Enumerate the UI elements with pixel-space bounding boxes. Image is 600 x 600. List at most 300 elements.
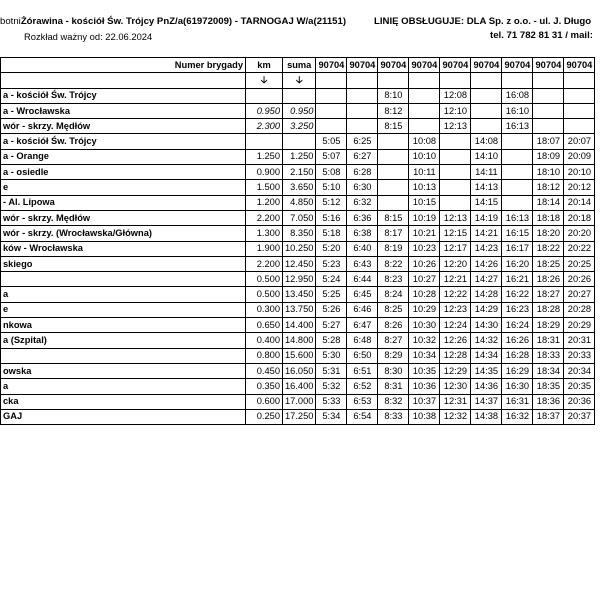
empty-cell [564, 73, 595, 88]
departure-time: 18:35 [533, 379, 564, 394]
departure-time: 20:18 [564, 210, 595, 225]
departure-time: 16:29 [502, 363, 533, 378]
empty-cell [347, 73, 378, 88]
departure-time [502, 165, 533, 180]
departure-time: 10:28 [409, 287, 440, 302]
km-value: 0.500 [246, 272, 283, 287]
departure-time: 8:19 [378, 241, 409, 256]
km-value: 0.300 [246, 302, 283, 317]
departure-time: 8:12 [378, 103, 409, 118]
departure-time: 12:22 [440, 287, 471, 302]
stop-row [1, 363, 595, 378]
departure-time: 16:10 [502, 103, 533, 118]
departure-time: 8:33 [378, 409, 409, 424]
suma-value: 17.250 [283, 409, 316, 424]
departure-time: 12:13 [440, 210, 471, 225]
stop-row [1, 149, 595, 164]
departure-time: 5:20 [316, 241, 347, 256]
departure-time [440, 165, 471, 180]
stop-name: nkowa [1, 318, 246, 333]
departure-time: 14:37 [471, 394, 502, 409]
stop-name: e [1, 180, 246, 195]
km-value: 1.300 [246, 226, 283, 241]
km-value: 2.300 [246, 119, 283, 134]
timetable-header [0, 0, 600, 56]
stop-row [1, 409, 595, 424]
departure-time: 16:22 [502, 287, 533, 302]
stop-name: skiego [1, 256, 246, 271]
km-value: 0.950 [246, 103, 283, 118]
departure-time: 10:30 [409, 318, 440, 333]
departure-time: 14:36 [471, 379, 502, 394]
departure-time: 6:52 [347, 379, 378, 394]
departure-time: 18:18 [533, 210, 564, 225]
departure-time: 8:23 [378, 272, 409, 287]
suma-value: 13.750 [283, 302, 316, 317]
departure-time: 18:28 [533, 302, 564, 317]
departure-time: 6:46 [347, 302, 378, 317]
suma-value: 13.450 [283, 287, 316, 302]
arrow-row-spacer [1, 73, 246, 88]
km-value: 0.500 [246, 287, 283, 302]
departure-time: 6:47 [347, 318, 378, 333]
departure-time: 16:30 [502, 379, 533, 394]
departure-time: 14:08 [471, 134, 502, 149]
departure-time: 12:15 [440, 226, 471, 241]
departure-time: 12:08 [440, 88, 471, 103]
suma-value: 1.250 [283, 149, 316, 164]
departure-time: 5:24 [316, 272, 347, 287]
departure-time: 12:13 [440, 119, 471, 134]
empty-cell [378, 73, 409, 88]
km-value: 1.500 [246, 180, 283, 195]
departure-time: 14:29 [471, 302, 502, 317]
departure-time [347, 88, 378, 103]
departure-time: 18:22 [533, 241, 564, 256]
stop-name: a - Wrocławska [1, 103, 246, 118]
departure-time: 5:32 [316, 379, 347, 394]
departure-time: 20:22 [564, 241, 595, 256]
empty-cell [471, 73, 502, 88]
km-value: 1.200 [246, 195, 283, 210]
departure-time [316, 103, 347, 118]
stop-name: cka [1, 394, 246, 409]
departure-time: 6:36 [347, 210, 378, 225]
suma-value: 7.050 [283, 210, 316, 225]
departure-time [471, 88, 502, 103]
departure-time: 20:36 [564, 394, 595, 409]
departure-time: 14:19 [471, 210, 502, 225]
stop-name: a [1, 287, 246, 302]
departure-time [502, 134, 533, 149]
timetable [0, 57, 595, 425]
departure-time: 12:32 [440, 409, 471, 424]
departure-time: 6:48 [347, 333, 378, 348]
departure-time [378, 195, 409, 210]
departure-time: 6:30 [347, 180, 378, 195]
departure-time: 20:37 [564, 409, 595, 424]
stop-row [1, 287, 595, 302]
stop-row [1, 379, 595, 394]
stop-name [1, 348, 246, 363]
departure-time: 10:29 [409, 302, 440, 317]
km-value: 1.900 [246, 241, 283, 256]
valid-from: Rozkład ważny od: 22.06.2024 [24, 31, 153, 42]
departure-time: 5:12 [316, 195, 347, 210]
departure-time: 8:10 [378, 88, 409, 103]
suma-header: suma [283, 58, 316, 73]
suma-value: 3.250 [283, 119, 316, 134]
stop-name: a - Orange [1, 149, 246, 164]
departure-time: 5:28 [316, 333, 347, 348]
empty-cell [316, 73, 347, 88]
stop-row [1, 210, 595, 225]
stop-name: a - kościół Św. Trójcy [1, 134, 246, 149]
departure-time: 6:50 [347, 348, 378, 363]
stop-row [1, 318, 595, 333]
departure-time: 20:29 [564, 318, 595, 333]
km-value: 1.250 [246, 149, 283, 164]
stop-name: GAJ [1, 409, 246, 424]
empty-cell [502, 73, 533, 88]
departure-time [533, 119, 564, 134]
departure-time: 20:34 [564, 363, 595, 378]
stop-name: owska [1, 363, 246, 378]
stop-row [1, 272, 595, 287]
departure-time: 14:34 [471, 348, 502, 363]
departure-time: 16:32 [502, 409, 533, 424]
departure-time: 12:31 [440, 394, 471, 409]
departure-time: 18:37 [533, 409, 564, 424]
stop-row [1, 88, 595, 103]
stop-name: a - kościół Św. Trójcy [1, 88, 246, 103]
down-arrow-icon: 🡣 [246, 73, 283, 88]
stop-row [1, 195, 595, 210]
km-value [246, 88, 283, 103]
operator-info: LINIĘ OBSŁUGUJE: DLA Sp. z o.o. - ul. J. Długo [374, 16, 592, 27]
departure-time [471, 119, 502, 134]
departure-time: 5:08 [316, 165, 347, 180]
departure-time [378, 165, 409, 180]
departure-time: 20:10 [564, 165, 595, 180]
departure-time: 18:33 [533, 348, 564, 363]
departure-time: 20:20 [564, 226, 595, 241]
suma-value: 0.950 [283, 103, 316, 118]
brigade-number: 90704 [409, 58, 440, 73]
suma-value: 4.850 [283, 195, 316, 210]
km-value: 0.900 [246, 165, 283, 180]
suma-value: 16.050 [283, 363, 316, 378]
departure-time: 18:10 [533, 165, 564, 180]
empty-cell [533, 73, 564, 88]
departure-time: 18:07 [533, 134, 564, 149]
departure-time [440, 134, 471, 149]
route-name: Żórawina - kościół Św. Trójcy PnZ/a(61972009) - TARNOGAJ W/a(21151) [20, 16, 347, 27]
departure-time: 5:16 [316, 210, 347, 225]
departure-time: 18:20 [533, 226, 564, 241]
departure-time: 14:15 [471, 195, 502, 210]
departure-time: 14:32 [471, 333, 502, 348]
stop-row [1, 180, 595, 195]
stop-row [1, 226, 595, 241]
departure-time: 14:28 [471, 287, 502, 302]
brigade-number: 90704 [316, 58, 347, 73]
departure-time: 8:15 [378, 210, 409, 225]
departure-time: 6:51 [347, 363, 378, 378]
stop-row [1, 333, 595, 348]
brigade-number: 90704 [564, 58, 595, 73]
departure-time: 12:17 [440, 241, 471, 256]
departure-time: 16:31 [502, 394, 533, 409]
departure-time: 6:54 [347, 409, 378, 424]
departure-time: 16:17 [502, 241, 533, 256]
departure-time [533, 88, 564, 103]
departure-time: 20:26 [564, 272, 595, 287]
departure-time [533, 103, 564, 118]
departure-time: 10:11 [409, 165, 440, 180]
departure-time [316, 88, 347, 103]
stop-row [1, 134, 595, 149]
km-header: km [246, 58, 283, 73]
departure-time: 20:09 [564, 149, 595, 164]
stop-row [1, 256, 595, 271]
departure-time: 6:32 [347, 195, 378, 210]
departure-time [409, 103, 440, 118]
departure-time: 10:13 [409, 180, 440, 195]
stop-row [1, 119, 595, 134]
departure-time: 20:25 [564, 256, 595, 271]
suma-value: 14.400 [283, 318, 316, 333]
departure-time: 16:28 [502, 348, 533, 363]
stop-row [1, 348, 595, 363]
departure-time: 16:26 [502, 333, 533, 348]
stop-name: a (Szpital) [1, 333, 246, 348]
departure-time: 10:27 [409, 272, 440, 287]
km-value [246, 134, 283, 149]
km-value: 2.200 [246, 256, 283, 271]
departure-time: 8:29 [378, 348, 409, 363]
departure-time: 10:37 [409, 394, 440, 409]
departure-time: 5:26 [316, 302, 347, 317]
brigade-number: 90704 [502, 58, 533, 73]
departure-time: 20:14 [564, 195, 595, 210]
departure-time: 12:24 [440, 318, 471, 333]
departure-time: 8:26 [378, 318, 409, 333]
km-value: 0.400 [246, 333, 283, 348]
stop-row [1, 302, 595, 317]
departure-time: 16:13 [502, 119, 533, 134]
departure-time: 12:26 [440, 333, 471, 348]
suma-value: 12.450 [283, 256, 316, 271]
route-prefix: botni [0, 16, 21, 27]
departure-time: 10:21 [409, 226, 440, 241]
departure-time [564, 103, 595, 118]
departure-time [440, 195, 471, 210]
departure-time: 20:07 [564, 134, 595, 149]
departure-time: 20:33 [564, 348, 595, 363]
departure-time: 5:27 [316, 318, 347, 333]
brigade-number: 90704 [533, 58, 564, 73]
departure-time: 12:30 [440, 379, 471, 394]
departure-time: 5:31 [316, 363, 347, 378]
km-value: 2.200 [246, 210, 283, 225]
stop-name: - Al. Lipowa [1, 195, 246, 210]
departure-time: 12:29 [440, 363, 471, 378]
empty-cell [440, 73, 471, 88]
departure-time: 5:34 [316, 409, 347, 424]
stop-row [1, 241, 595, 256]
departure-time: 6:28 [347, 165, 378, 180]
departure-time: 14:11 [471, 165, 502, 180]
stop-row [1, 165, 595, 180]
suma-value: 17.000 [283, 394, 316, 409]
brigade-number: 90704 [471, 58, 502, 73]
departure-time: 20:12 [564, 180, 595, 195]
departure-time: 16:23 [502, 302, 533, 317]
departure-time [409, 88, 440, 103]
departure-time: 12:21 [440, 272, 471, 287]
departure-time: 18:09 [533, 149, 564, 164]
departure-time: 14:23 [471, 241, 502, 256]
departure-time [502, 195, 533, 210]
departure-time: 10:38 [409, 409, 440, 424]
departure-time: 5:07 [316, 149, 347, 164]
departure-time [471, 103, 502, 118]
suma-value: 16.400 [283, 379, 316, 394]
departure-time: 20:28 [564, 302, 595, 317]
departure-time: 16:20 [502, 256, 533, 271]
departure-time: 18:12 [533, 180, 564, 195]
departure-time: 12:28 [440, 348, 471, 363]
departure-time [378, 149, 409, 164]
departure-time: 10:15 [409, 195, 440, 210]
suma-value: 2.150 [283, 165, 316, 180]
departure-time [347, 103, 378, 118]
suma-value: 3.650 [283, 180, 316, 195]
km-value: 0.450 [246, 363, 283, 378]
departure-time: 16:24 [502, 318, 533, 333]
suma-value: 10.250 [283, 241, 316, 256]
brigade-number: 90704 [378, 58, 409, 73]
suma-value: 14.800 [283, 333, 316, 348]
departure-time: 16:21 [502, 272, 533, 287]
stop-name [1, 272, 246, 287]
brigade-header-row [1, 58, 595, 73]
down-arrow-icon: 🡣 [283, 73, 316, 88]
departure-time [440, 149, 471, 164]
departure-time: 14:13 [471, 180, 502, 195]
suma-value: 15.600 [283, 348, 316, 363]
route-title [0, 16, 346, 27]
departure-time: 10:08 [409, 134, 440, 149]
departure-time: 20:35 [564, 379, 595, 394]
departure-time: 8:15 [378, 119, 409, 134]
departure-time [347, 119, 378, 134]
departure-time: 14:21 [471, 226, 502, 241]
departure-time [564, 119, 595, 134]
departure-time: 5:23 [316, 256, 347, 271]
departure-time: 10:19 [409, 210, 440, 225]
departure-time: 8:31 [378, 379, 409, 394]
departure-time: 14:26 [471, 256, 502, 271]
departure-time: 18:31 [533, 333, 564, 348]
departure-time: 18:26 [533, 272, 564, 287]
departure-time: 12:23 [440, 302, 471, 317]
stop-name: a - osiedle [1, 165, 246, 180]
stop-name: a [1, 379, 246, 394]
suma-value: 12.950 [283, 272, 316, 287]
departure-time: 5:05 [316, 134, 347, 149]
departure-time: 6:38 [347, 226, 378, 241]
departure-time: 12:10 [440, 103, 471, 118]
km-value: 0.250 [246, 409, 283, 424]
departure-time: 14:30 [471, 318, 502, 333]
suma-value: 8.350 [283, 226, 316, 241]
suma-value [283, 88, 316, 103]
departure-time: 5:33 [316, 394, 347, 409]
departure-time: 6:27 [347, 149, 378, 164]
departure-time: 16:08 [502, 88, 533, 103]
brigade-number: 90704 [347, 58, 378, 73]
departure-time: 18:25 [533, 256, 564, 271]
km-value: 0.600 [246, 394, 283, 409]
brigade-number-label: Numer brygady [1, 58, 246, 73]
stop-name: e [1, 302, 246, 317]
departure-time: 18:27 [533, 287, 564, 302]
departure-time [502, 180, 533, 195]
departure-time: 20:31 [564, 333, 595, 348]
departure-time: 5:25 [316, 287, 347, 302]
stop-row [1, 394, 595, 409]
departure-time: 6:40 [347, 241, 378, 256]
departure-time: 10:23 [409, 241, 440, 256]
km-value: 0.350 [246, 379, 283, 394]
departure-time: 10:10 [409, 149, 440, 164]
departure-time: 5:10 [316, 180, 347, 195]
departure-time: 6:43 [347, 256, 378, 271]
departure-time: 10:32 [409, 333, 440, 348]
departure-time: 5:30 [316, 348, 347, 363]
stop-name: wór - skrzy. (Wrocławska/Główna) [1, 226, 246, 241]
departure-time: 18:36 [533, 394, 564, 409]
operator-contact: tel. 71 782 81 31 / mail: [490, 30, 593, 41]
departure-time: 14:35 [471, 363, 502, 378]
empty-cell [409, 73, 440, 88]
departure-time [378, 180, 409, 195]
departure-time [564, 88, 595, 103]
stop-name: ków - Wrocławska [1, 241, 246, 256]
departure-time: 6:25 [347, 134, 378, 149]
departure-time [440, 180, 471, 195]
departure-time: 8:17 [378, 226, 409, 241]
departure-time: 10:35 [409, 363, 440, 378]
departure-time: 10:36 [409, 379, 440, 394]
departure-time: 18:14 [533, 195, 564, 210]
departure-time: 8:22 [378, 256, 409, 271]
departure-time: 16:15 [502, 226, 533, 241]
departure-time: 14:38 [471, 409, 502, 424]
stop-row [1, 103, 595, 118]
departure-time: 8:30 [378, 363, 409, 378]
departure-time: 14:10 [471, 149, 502, 164]
suma-value [283, 134, 316, 149]
departure-time: 10:26 [409, 256, 440, 271]
brigade-number: 90704 [440, 58, 471, 73]
departure-time: 14:27 [471, 272, 502, 287]
departure-time: 6:53 [347, 394, 378, 409]
departure-time: 18:34 [533, 363, 564, 378]
departure-time: 8:24 [378, 287, 409, 302]
